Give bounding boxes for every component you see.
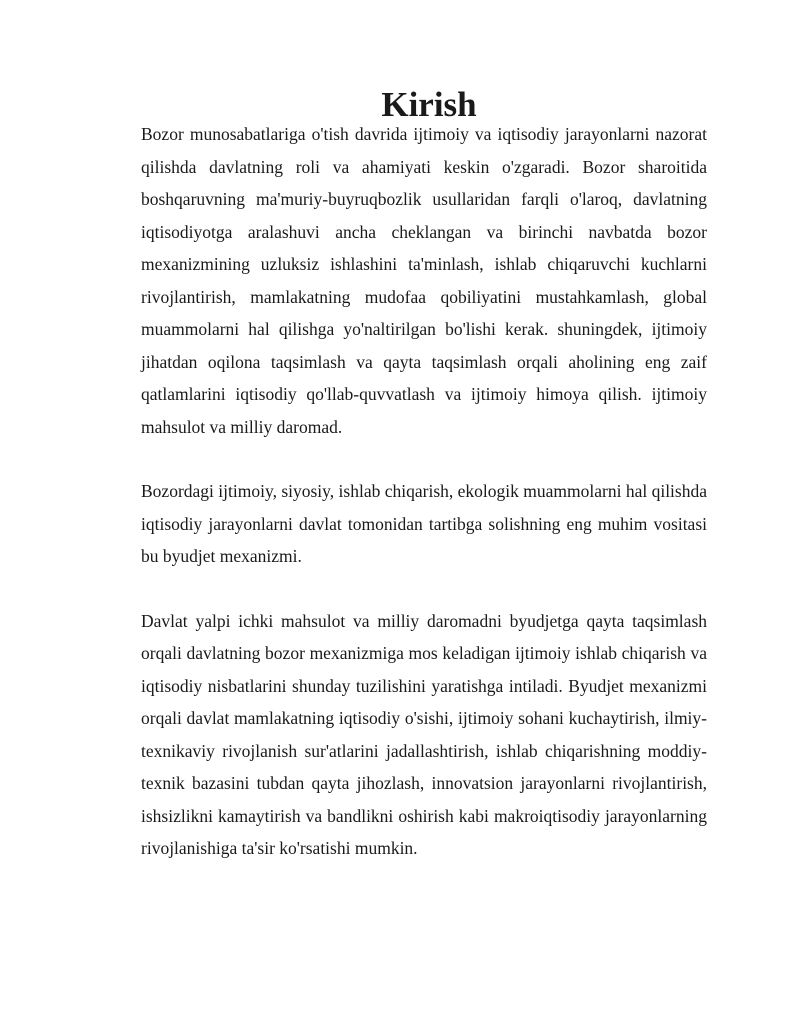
paragraph-3: Davlat yalpi ichki mahsulot va milliy daromadni byudjetga qayta taqsimlash orqali davlatning bozor mexanizmiga mos keladigan ijtimoiy ishlab chiqarish va iqtisodiy nisbatlarini shunday tuzilishini yaratishga intiladi. Byudjet mexanizmi orqali davlat mamlakatning iqtisodiy o'sishi, ijtimoiy sohani kuchaytirish, ilmiy-texnikaviy rivojlanish sur'atlarini jadallashtirish, ishlab chiqarishning moddiy-texnik bazasini tubdan qayta jihozlash, innovatsion jarayonlarni rivojlantirish, ishsizlikni kamaytirish va bandlikni oshirish kabi makroiqtisodiy jarayonlarning rivojlanishiga ta'sir ko'rsatishi mumkin. bbox=[141, 610, 707, 858]
document-body bbox=[141, 85, 707, 865]
paragraph-2: Bozordagi ijtimoiy, siyosiy, ishlab chiqarish, ekologik muammolarni hal qilishda iqtisodiy jarayonlarni davlat tomonidan tartibga solishning eng muhim vositasi bu byudjet mexanizmi. bbox=[141, 481, 707, 566]
paragraph-spacer bbox=[141, 573, 707, 605]
paragraph-1: Bozor munosabatlariga o'tish davrida ijtimoiy va iqtisodiy jarayonlarni nazorat qilishda davlatning roli va ahamiyati keskin o'zgaradi. Bozor sharoitida boshqaruvning ma'muriy-buyruqbozlik usullaridan farqli o'laroq, davlatning iqtisodiyotga aralashuvi ancha cheklangan va birinchi navbatda bozor mexanizmining uzluksiz ishlashini ta'minlash, ishlab chiqaruvchi kuchlarni rivojlantirish, mamlakatning mudofaa qobiliyatini mustahkamlash, global muammolarni hal qilishga yo'naltirilgan bo'lishi kerak. shuningdek, ijtimoiy jihatdan oqilona taqsimlash va qayta taqsimlash orqali aholining eng zaif qatlamlarini iqtisodiy qo'llab-quvvatlash va ijtimoiy himoya qilish. ijtimoiy mahsulot va milliy daromad. bbox=[141, 124, 707, 437]
document-title: Kirish bbox=[381, 85, 477, 124]
paragraph-spacer bbox=[141, 443, 707, 475]
